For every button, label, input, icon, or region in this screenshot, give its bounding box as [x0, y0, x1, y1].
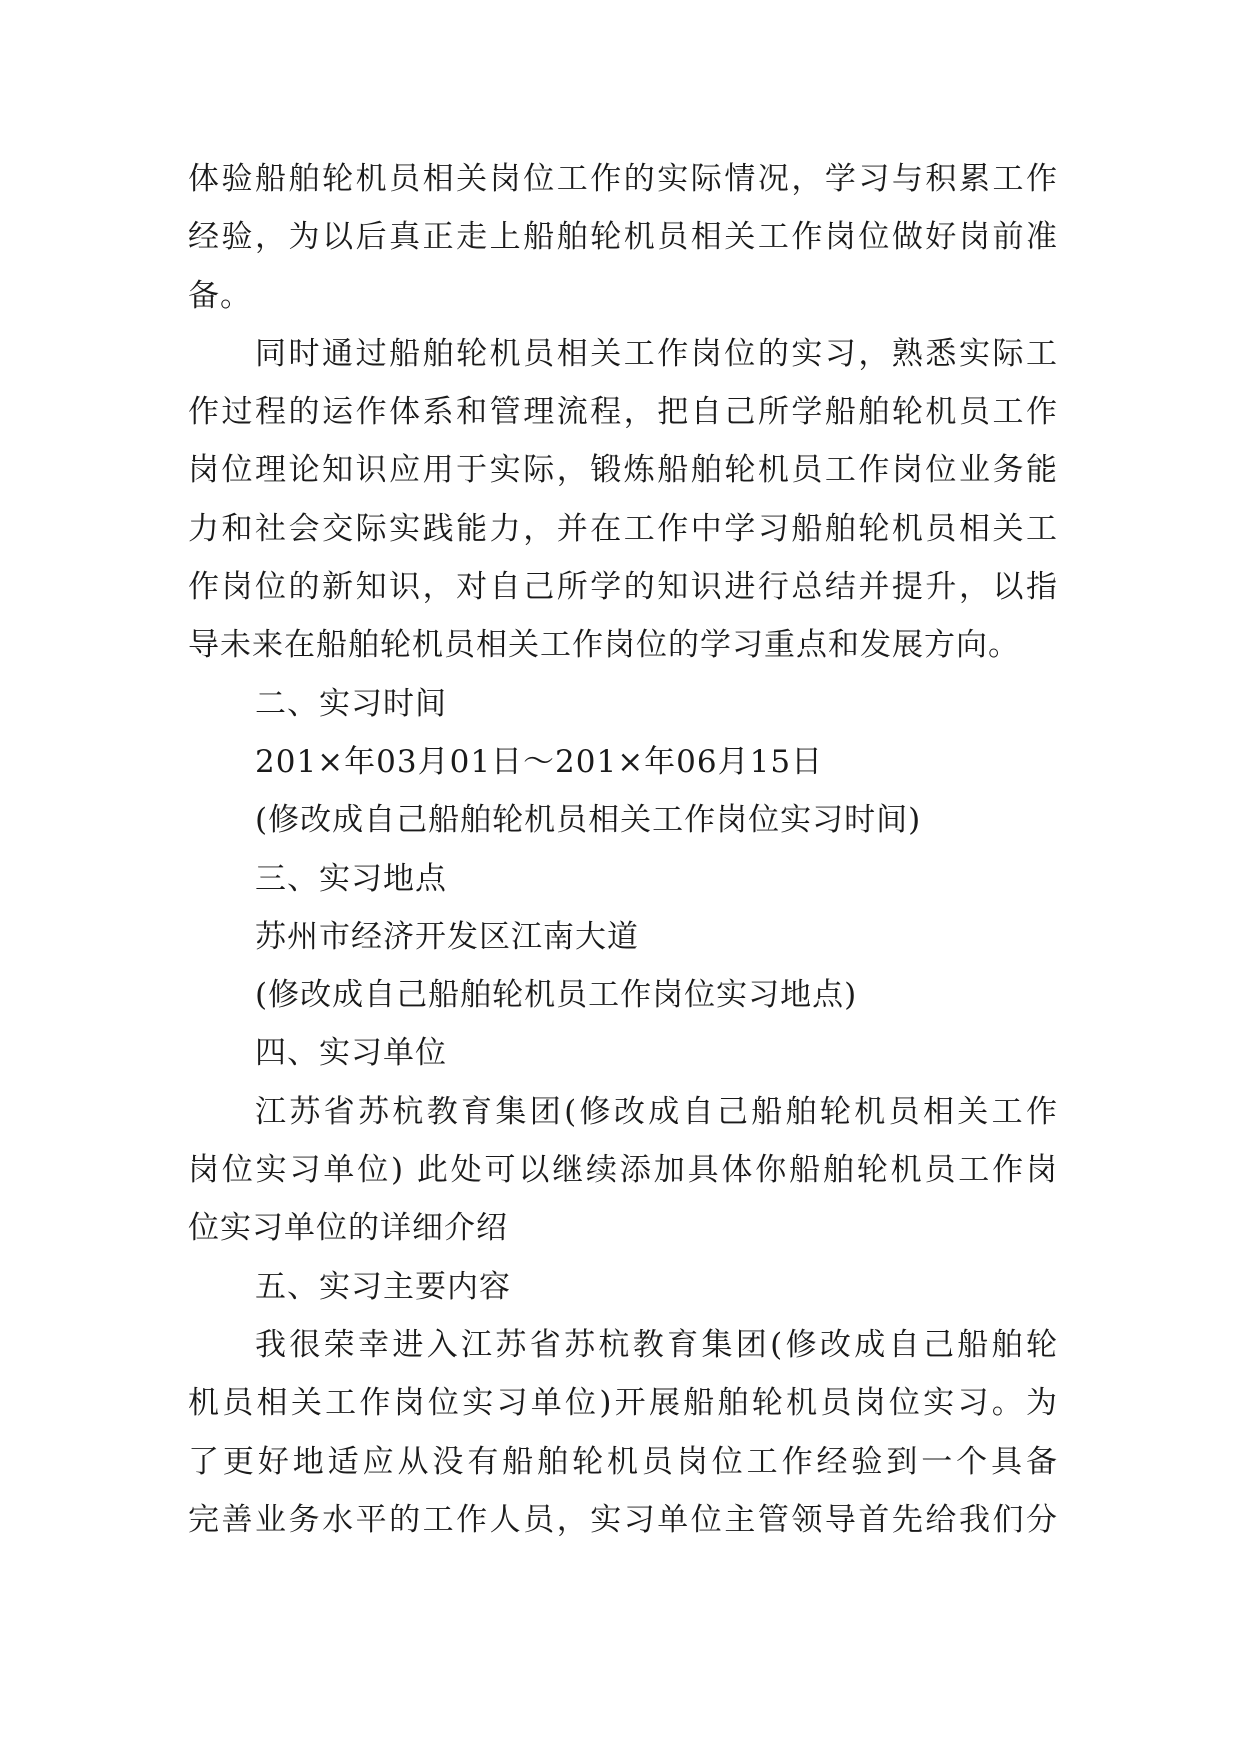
- text-line: 经验，为以后真正走上船舶轮机员相关工作岗位做好岗前准: [188, 219, 1058, 256]
- text-line: (修改成自己船舶轮机员工作岗位实习地点): [255, 977, 858, 1014]
- paragraph: [188, 1316, 1058, 1549]
- text-line: 我很荣幸进入江苏省苏杭教育集团(修改成自己船舶轮: [255, 1326, 1058, 1363]
- text-line: 力和社会交际实践能力，并在工作中学习船舶轮机员相关工: [188, 510, 1058, 547]
- section-heading: [188, 1024, 1058, 1082]
- text-line: 作岗位的新知识，对自己所学的知识进行总结并提升，以指: [188, 569, 1058, 606]
- paragraph: [188, 150, 1058, 325]
- paragraph: [188, 325, 1058, 675]
- text-line: 机员相关工作岗位实习单位)开展船舶轮机员岗位实习。为: [188, 1385, 1058, 1422]
- text-line: 岗位理论知识应用于实际，锻炼船舶轮机员工作岗位业务能: [188, 452, 1058, 489]
- text-line: 四、实习单位: [255, 1035, 447, 1072]
- section-heading: [188, 1258, 1058, 1316]
- text-line: 导未来在船舶轮机员相关工作岗位的学习重点和发展方向。: [188, 627, 1020, 664]
- text-line: 作过程的运作体系和管理流程，把自己所学船舶轮机员工作: [188, 394, 1058, 431]
- section-heading: [188, 675, 1058, 733]
- paragraph: [188, 966, 1058, 1024]
- text-line: 201×年03月01日～201×年06月15日: [255, 743, 824, 780]
- text-line: 同时通过船舶轮机员相关工作岗位的实习，熟悉实际工: [255, 335, 1058, 372]
- document-body: [188, 150, 1058, 1549]
- text-line: 三、实习地点: [255, 860, 447, 897]
- paragraph: [188, 733, 1058, 791]
- text-line: 二、实习时间: [255, 685, 447, 722]
- text-line: 苏州市经济开发区江南大道: [255, 918, 639, 955]
- text-line: 完善业务水平的工作人员，实习单位主管领导首先给我们分: [188, 1501, 1058, 1538]
- text-line: 江苏省苏杭教育集团(修改成自己船舶轮机员相关工作: [255, 1093, 1058, 1130]
- section-heading: [188, 850, 1058, 908]
- text-line: 五、实习主要内容: [255, 1268, 511, 1305]
- text-line: 位实习单位的详细介绍: [188, 1210, 508, 1247]
- text-line: 了更好地适应从没有船舶轮机员岗位工作经验到一个具备: [188, 1443, 1058, 1480]
- paragraph: [188, 908, 1058, 966]
- text-line: 岗位实习单位) 此处可以继续添加具体你船舶轮机员工作岗: [188, 1152, 1058, 1189]
- text-line: 备。: [188, 277, 252, 314]
- text-line: (修改成自己船舶轮机员相关工作岗位实习时间): [255, 802, 922, 839]
- text-line: 体验船舶轮机员相关岗位工作的实际情况，学习与积累工作: [188, 161, 1058, 197]
- paragraph: [188, 1083, 1058, 1258]
- paragraph: [188, 791, 1058, 849]
